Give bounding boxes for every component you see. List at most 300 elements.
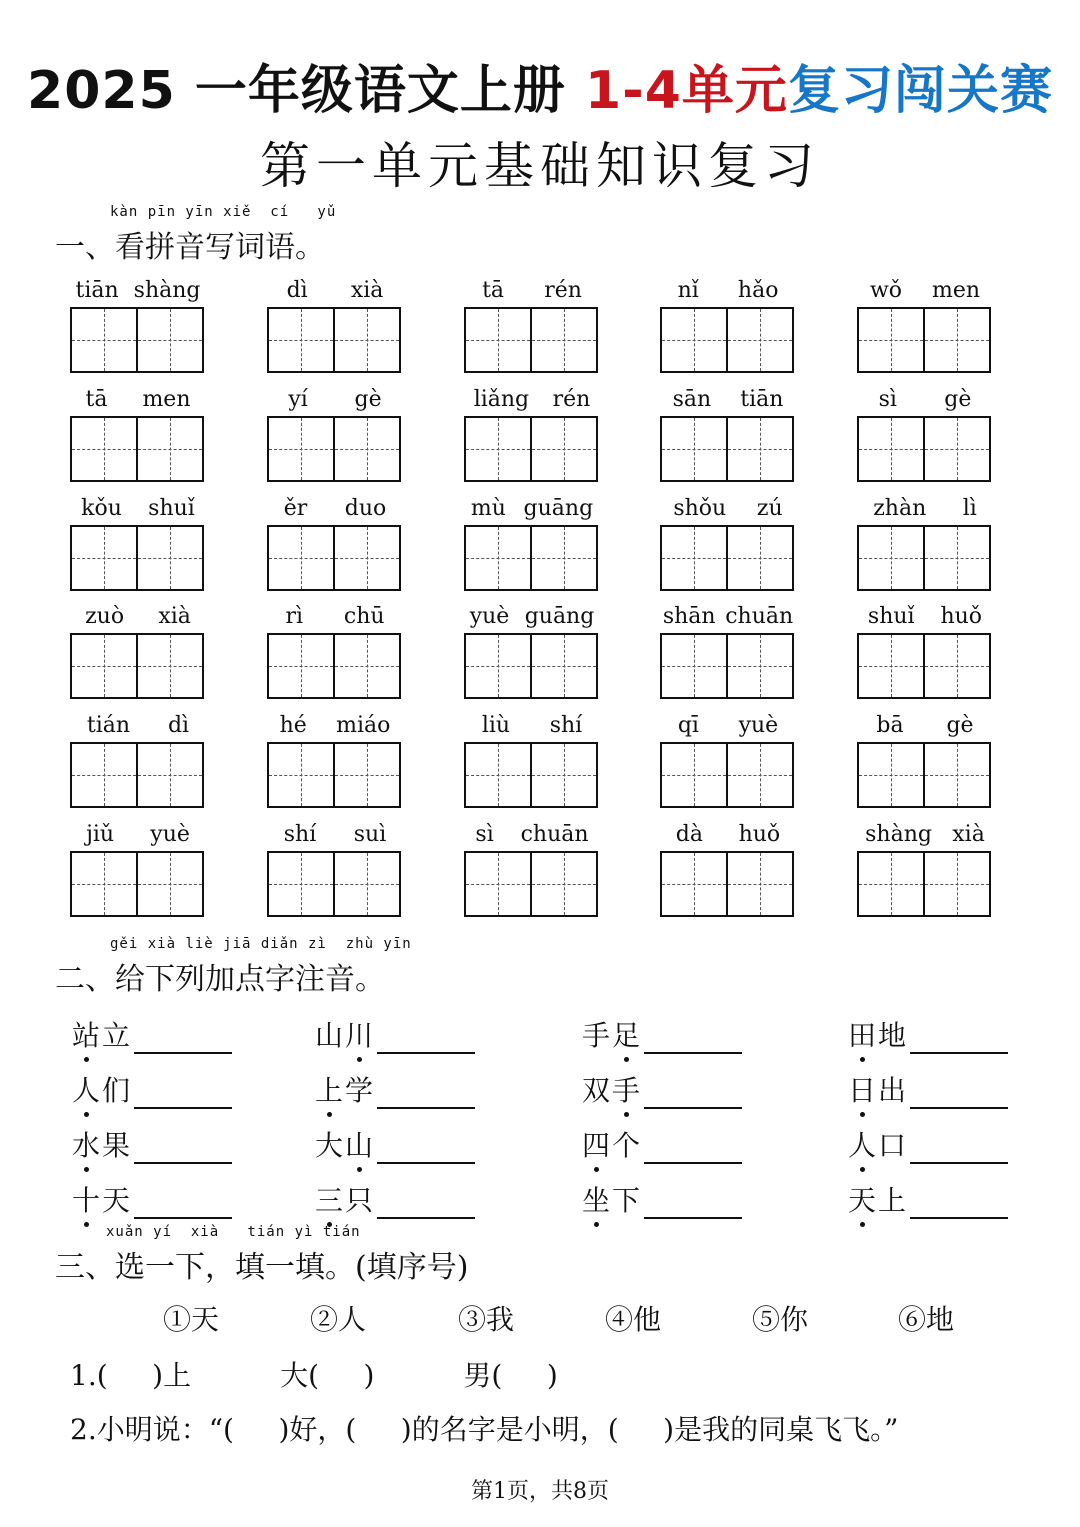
answer-blank[interactable]: [134, 1085, 232, 1109]
tian-zi-box[interactable]: [859, 744, 923, 806]
word-text: 山川: [315, 1019, 376, 1052]
tian-zi-box[interactable]: [726, 527, 792, 589]
dotted-word: [72, 1179, 132, 1219]
emphasis-dot: [327, 1112, 332, 1117]
pinyin-syllable: dà: [675, 821, 703, 847]
pinyin-syllable: dì: [167, 712, 190, 738]
pinyin-syllable: gè: [944, 386, 972, 412]
word-text: 上学: [315, 1074, 376, 1107]
pinyin-syllable: hǎo: [737, 277, 779, 303]
tian-zi-box[interactable]: [333, 527, 399, 589]
pinyin-syllable: bā: [876, 712, 904, 738]
pinyin-syllable: shǒu: [673, 495, 727, 521]
section2-title: 二、给下列加点字注音。: [55, 962, 385, 997]
pinyin-syllable: shí: [549, 712, 583, 738]
answer-blank[interactable]: [644, 1140, 742, 1164]
tian-zi-box[interactable]: [530, 527, 596, 589]
dotted-word-item: [848, 1014, 1008, 1054]
answer-blank[interactable]: [910, 1085, 1008, 1109]
word-cell: [68, 602, 208, 702]
word-cell: [265, 820, 405, 920]
writing-boxes: [857, 742, 991, 808]
pinyin-syllable: duo: [344, 495, 387, 521]
word-pinyin: [855, 711, 995, 739]
tian-zi-box[interactable]: [726, 635, 792, 697]
dotted-word: [848, 1069, 908, 1109]
dotted-word-item: [848, 1124, 1008, 1164]
word-cell: [462, 385, 602, 485]
page-footer: 第1页，共8页: [471, 1479, 609, 1504]
tian-zi-box[interactable]: [466, 744, 530, 806]
pinyin-syllable: gè: [946, 712, 974, 738]
word-cell: [265, 276, 405, 376]
emphasis-dot: [357, 1167, 362, 1172]
pinyin-syllable: gè: [354, 386, 382, 412]
word-cell: [658, 276, 798, 376]
word-pinyin: [658, 711, 798, 739]
answer-blank[interactable]: [644, 1195, 742, 1219]
dotted-word-item: [72, 1124, 232, 1164]
word-text: 天上: [848, 1184, 909, 1217]
pinyin-syllable: guāng: [523, 495, 594, 521]
writing-boxes: [464, 633, 598, 699]
tian-zi-box[interactable]: [530, 635, 596, 697]
pinyin-syllable: chuān: [520, 821, 589, 847]
word-pinyin: [68, 602, 208, 630]
writing-boxes: [267, 416, 401, 482]
word-text: 手足: [582, 1019, 643, 1052]
pinyin-syllable: kǒu: [81, 495, 122, 521]
word-text: 人们: [72, 1074, 133, 1107]
dotted-word-item: [72, 1069, 232, 1109]
tian-zi-box[interactable]: [466, 635, 530, 697]
word-pinyin: [462, 711, 602, 739]
tian-zi-box[interactable]: [923, 527, 989, 589]
word-text: 四个: [582, 1129, 643, 1162]
emphasis-dot: [594, 1222, 599, 1227]
pinyin-syllable: tā: [482, 277, 505, 303]
word-pinyin: [68, 385, 208, 413]
dotted-word: [315, 1179, 375, 1219]
tian-zi-box[interactable]: [923, 418, 989, 480]
pinyin-syllable: huǒ: [738, 821, 781, 847]
word-pinyin: [855, 602, 995, 630]
pinyin-syllable: nǐ: [677, 277, 699, 303]
dotted-word: [72, 1124, 132, 1164]
page-subtitle: 第一单元基础知识复习: [260, 137, 820, 195]
pinyin-syllable: liǎng: [473, 386, 530, 412]
tian-zi-box[interactable]: [333, 418, 399, 480]
tian-zi-box[interactable]: [466, 853, 530, 915]
pinyin-syllable: chū: [343, 603, 385, 629]
dotted-word: [315, 1069, 375, 1109]
word-cell: [462, 711, 602, 811]
writing-boxes: [70, 851, 204, 917]
answer-blank[interactable]: [134, 1140, 232, 1164]
tian-zi-box[interactable]: [136, 635, 202, 697]
pinyin-syllable: suì: [353, 821, 387, 847]
emphasis-dot: [624, 1112, 629, 1117]
pinyin-syllable: shàng: [865, 821, 932, 847]
word-pinyin: [68, 820, 208, 848]
writing-boxes: [464, 742, 598, 808]
dotted-word: [848, 1014, 908, 1054]
word-pinyin: [855, 820, 995, 848]
writing-boxes: [660, 525, 794, 591]
tian-zi-box[interactable]: [530, 418, 596, 480]
option-item: ⑤你: [752, 1303, 809, 1336]
writing-boxes: [464, 851, 598, 917]
pinyin-syllable: rén: [544, 277, 582, 303]
tian-zi-box[interactable]: [269, 853, 333, 915]
tian-zi-box[interactable]: [726, 744, 792, 806]
word-pinyin: [265, 602, 405, 630]
word-pinyin: [855, 385, 995, 413]
emphasis-dot: [84, 1112, 89, 1117]
word-pinyin: [265, 711, 405, 739]
tian-zi-box[interactable]: [466, 527, 530, 589]
pinyin-syllable: sān: [672, 386, 712, 412]
tian-zi-box[interactable]: [136, 527, 202, 589]
tian-zi-box[interactable]: [72, 527, 136, 589]
pinyin-syllable: men: [142, 386, 191, 412]
word-pinyin: [658, 385, 798, 413]
pinyin-syllable: tián: [86, 712, 131, 738]
tian-zi-box[interactable]: [859, 418, 923, 480]
word-cell: [68, 711, 208, 811]
pinyin-syllable: chuān: [725, 603, 794, 629]
word-pinyin: [658, 820, 798, 848]
word-cell: [462, 494, 602, 594]
word-pinyin: [855, 494, 995, 522]
word-text: 双手: [582, 1074, 643, 1107]
dotted-word-item: [315, 1179, 475, 1219]
tian-zi-box[interactable]: [662, 635, 726, 697]
writing-boxes: [464, 307, 598, 373]
answer-blank[interactable]: [910, 1195, 1008, 1219]
word-text: 日出: [848, 1074, 909, 1107]
writing-boxes: [70, 307, 204, 373]
emphasis-dot: [624, 1057, 629, 1062]
writing-boxes: [70, 633, 204, 699]
word-cell: [265, 711, 405, 811]
word-text: 大山: [315, 1129, 376, 1162]
writing-boxes: [857, 307, 991, 373]
tian-zi-box[interactable]: [923, 853, 989, 915]
title-contest: 复习闯关赛: [787, 61, 1053, 121]
dotted-word: [582, 1124, 642, 1164]
pinyin-syllable: ěr: [283, 495, 308, 521]
tian-zi-box[interactable]: [269, 418, 333, 480]
section3-pinyin: xuǎn yí xià tián yì tián: [106, 1224, 361, 1240]
tian-zi-box[interactable]: [466, 418, 530, 480]
pinyin-syllable: miáo: [336, 712, 391, 738]
writing-boxes: [267, 307, 401, 373]
tian-zi-box[interactable]: [662, 418, 726, 480]
section2-pinyin: gěi xià liè jiā diǎn zì zhù yīn: [110, 936, 412, 952]
tian-zi-box[interactable]: [859, 527, 923, 589]
option-item: ①天: [163, 1303, 220, 1336]
emphasis-dot: [860, 1167, 865, 1172]
tian-zi-box[interactable]: [269, 635, 333, 697]
tian-zi-box[interactable]: [726, 309, 792, 371]
tian-zi-box[interactable]: [72, 635, 136, 697]
pinyin-syllable: xià: [952, 821, 985, 847]
dotted-word: [315, 1124, 375, 1164]
tian-zi-box[interactable]: [269, 527, 333, 589]
word-cell: [855, 276, 995, 376]
word-pinyin: [462, 494, 602, 522]
tian-zi-box[interactable]: [333, 635, 399, 697]
option-item: ④他: [605, 1303, 662, 1336]
answer-blank[interactable]: [377, 1195, 475, 1219]
writing-boxes: [267, 633, 401, 699]
word-cell: [658, 494, 798, 594]
word-cell: [658, 602, 798, 702]
option-item: ⑥地: [898, 1303, 955, 1336]
word-cell: [265, 602, 405, 702]
tian-zi-box[interactable]: [662, 309, 726, 371]
word-text: 站立: [72, 1019, 133, 1052]
writing-boxes: [660, 742, 794, 808]
dotted-word: [848, 1179, 908, 1219]
word-cell: [68, 820, 208, 920]
emphasis-dot: [594, 1167, 599, 1172]
word-pinyin: [462, 820, 602, 848]
pinyin-syllable: hé: [279, 712, 307, 738]
word-pinyin: [265, 385, 405, 413]
word-cell: [658, 820, 798, 920]
word-pinyin: [462, 385, 602, 413]
pinyin-syllable: rì: [285, 603, 303, 629]
pinyin-syllable: tā: [85, 386, 108, 412]
pinyin-syllable: lì: [962, 495, 977, 521]
writing-boxes: [857, 851, 991, 917]
section1-title: 一、看拼音写词语。: [55, 230, 325, 265]
word-pinyin: [68, 711, 208, 739]
pinyin-syllable: jiǔ: [86, 821, 115, 847]
writing-boxes: [464, 416, 598, 482]
tian-zi-box[interactable]: [136, 309, 202, 371]
tian-zi-box[interactable]: [72, 744, 136, 806]
writing-boxes: [660, 416, 794, 482]
tian-zi-box[interactable]: [530, 309, 596, 371]
dotted-word-item: [315, 1069, 475, 1109]
dotted-word-item: [315, 1124, 475, 1164]
word-pinyin: [658, 276, 798, 304]
dotted-word: [582, 1069, 642, 1109]
pinyin-syllable: shān: [662, 603, 716, 629]
pinyin-syllable: yuè: [738, 712, 779, 738]
tian-zi-box[interactable]: [72, 853, 136, 915]
writing-boxes: [70, 416, 204, 482]
pinyin-syllable: shuǐ: [867, 603, 915, 629]
pinyin-syllable: shàng: [133, 277, 201, 303]
title-main: 2025 一年级语文上册: [27, 61, 585, 121]
answer-blank[interactable]: [134, 1195, 232, 1219]
section1-pinyin: kàn pīn yīn xiě cí yǔ: [110, 204, 337, 220]
word-cell: [855, 602, 995, 702]
dotted-word-item: [582, 1179, 742, 1219]
answer-blank[interactable]: [910, 1140, 1008, 1164]
writing-boxes: [267, 525, 401, 591]
option-item: ②人: [310, 1303, 367, 1336]
page-title: [0, 48, 1080, 123]
tian-zi-box[interactable]: [333, 744, 399, 806]
tian-zi-box[interactable]: [72, 309, 136, 371]
word-pinyin: [658, 494, 798, 522]
tian-zi-box[interactable]: [333, 853, 399, 915]
answer-blank[interactable]: [644, 1085, 742, 1109]
writing-boxes: [857, 416, 991, 482]
word-pinyin: [855, 276, 995, 304]
word-cell: [265, 385, 405, 485]
pinyin-syllable: yuè: [469, 603, 510, 629]
tian-zi-box[interactable]: [530, 744, 596, 806]
pinyin-syllable: qī: [677, 712, 699, 738]
pinyin-syllable: yuè: [150, 821, 190, 847]
option-item: ③我: [458, 1303, 515, 1336]
tian-zi-box[interactable]: [136, 418, 202, 480]
word-pinyin: [658, 602, 798, 630]
section3-title: 三、选一下，填一填。(填序号): [55, 1250, 469, 1285]
dotted-word: [848, 1124, 908, 1164]
pinyin-syllable: wǒ: [869, 277, 903, 303]
tian-zi-box[interactable]: [72, 418, 136, 480]
answer-blank[interactable]: [377, 1140, 475, 1164]
tian-zi-box[interactable]: [923, 744, 989, 806]
dotted-word: [72, 1014, 132, 1054]
pinyin-syllable: tiān: [740, 386, 784, 412]
word-text: 田地: [848, 1019, 909, 1052]
pinyin-syllable: sì: [475, 821, 494, 847]
pinyin-syllable: yí: [288, 386, 308, 412]
dotted-word-item: [848, 1069, 1008, 1109]
dotted-word: [72, 1069, 132, 1109]
dotted-word-item: [72, 1179, 232, 1219]
answer-blank[interactable]: [377, 1085, 475, 1109]
word-pinyin: [265, 820, 405, 848]
word-cell: [68, 385, 208, 485]
emphasis-dot: [860, 1222, 865, 1227]
tian-zi-box[interactable]: [923, 635, 989, 697]
tian-zi-box[interactable]: [662, 853, 726, 915]
emphasis-dot: [84, 1167, 89, 1172]
pinyin-syllable: zú: [756, 495, 783, 521]
question-1: 1.( )上 大( ) 男( ): [70, 1359, 558, 1392]
tian-zi-box[interactable]: [662, 744, 726, 806]
tian-zi-box[interactable]: [269, 744, 333, 806]
pinyin-syllable: sì: [878, 386, 897, 412]
emphasis-dot: [860, 1112, 865, 1117]
dotted-word: [582, 1179, 642, 1219]
emphasis-dot: [357, 1057, 362, 1062]
word-pinyin: [462, 276, 602, 304]
word-pinyin: [68, 276, 208, 304]
pinyin-syllable: guāng: [524, 603, 595, 629]
writing-boxes: [660, 307, 794, 373]
writing-boxes: [267, 851, 401, 917]
pinyin-syllable: men: [931, 277, 981, 303]
emphasis-dot: [84, 1222, 89, 1227]
word-cell: [855, 494, 995, 594]
word-pinyin: [265, 276, 405, 304]
word-cell: [68, 494, 208, 594]
pinyin-syllable: shuǐ: [148, 495, 195, 521]
tian-zi-box[interactable]: [466, 309, 530, 371]
word-text: 坐下: [582, 1184, 643, 1217]
tian-zi-box[interactable]: [333, 309, 399, 371]
tian-zi-box[interactable]: [859, 853, 923, 915]
tian-zi-box[interactable]: [136, 853, 202, 915]
dotted-word-item: [848, 1179, 1008, 1219]
pinyin-syllable: shí: [283, 821, 317, 847]
dotted-word-item: [315, 1014, 475, 1054]
title-unit-range: 1-4单元: [584, 61, 788, 121]
question-2: 2.小明说：“( )好，( )的名字是小明，( )是我的同桌飞飞。”: [70, 1413, 899, 1446]
tian-zi-box[interactable]: [662, 527, 726, 589]
dotted-word: [582, 1014, 642, 1054]
dotted-word: [315, 1014, 375, 1054]
tian-zi-box[interactable]: [859, 635, 923, 697]
word-pinyin: [462, 602, 602, 630]
answer-blank[interactable]: [134, 1030, 232, 1054]
word-cell: [68, 276, 208, 376]
word-cell: [462, 602, 602, 702]
pinyin-syllable: dì: [286, 277, 308, 303]
dotted-word-item: [72, 1014, 232, 1054]
writing-boxes: [660, 633, 794, 699]
word-cell: [855, 820, 995, 920]
writing-boxes: [70, 742, 204, 808]
dotted-word-item: [582, 1069, 742, 1109]
writing-boxes: [267, 742, 401, 808]
answer-blank[interactable]: [910, 1030, 1008, 1054]
writing-boxes: [857, 633, 991, 699]
writing-boxes: [464, 525, 598, 591]
dotted-word-item: [582, 1014, 742, 1054]
word-cell: [462, 276, 602, 376]
pinyin-syllable: mù: [470, 495, 506, 521]
dotted-word-item: [582, 1124, 742, 1164]
pinyin-syllable: xià: [350, 277, 384, 303]
pinyin-syllable: liù: [481, 712, 511, 738]
tian-zi-box[interactable]: [136, 744, 202, 806]
writing-boxes: [70, 525, 204, 591]
word-text: 水果: [72, 1129, 133, 1162]
tian-zi-box[interactable]: [530, 853, 596, 915]
pinyin-syllable: rén: [552, 386, 591, 412]
writing-boxes: [660, 851, 794, 917]
tian-zi-box[interactable]: [726, 418, 792, 480]
word-cell: [855, 711, 995, 811]
tian-zi-box[interactable]: [269, 309, 333, 371]
tian-zi-box[interactable]: [859, 309, 923, 371]
writing-boxes: [857, 525, 991, 591]
word-text: 十天: [72, 1184, 133, 1217]
word-text: 三只: [315, 1184, 376, 1217]
answer-blank[interactable]: [377, 1030, 475, 1054]
word-cell: [855, 385, 995, 485]
pinyin-syllable: zhàn: [873, 495, 927, 521]
word-text: 人口: [848, 1129, 909, 1162]
word-pinyin: [265, 494, 405, 522]
word-cell: [462, 820, 602, 920]
pinyin-syllable: zuò: [85, 603, 125, 629]
answer-blank[interactable]: [644, 1030, 742, 1054]
tian-zi-box[interactable]: [923, 309, 989, 371]
tian-zi-box[interactable]: [726, 853, 792, 915]
